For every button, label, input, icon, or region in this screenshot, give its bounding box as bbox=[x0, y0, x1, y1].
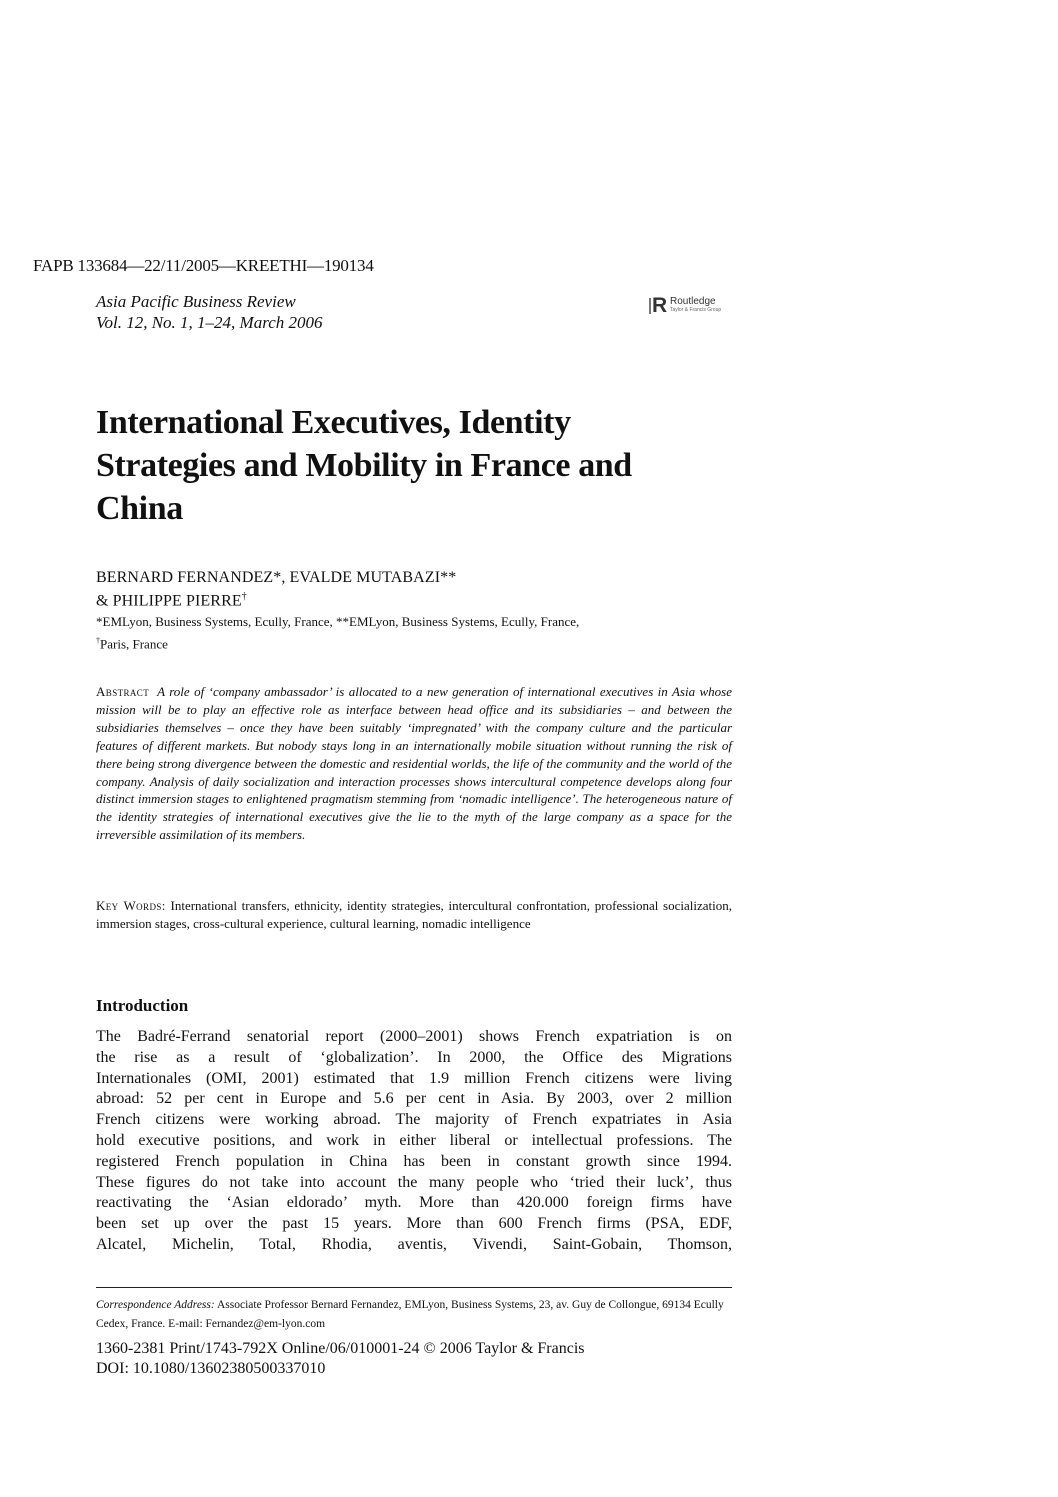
publisher-group: Taylor & Francis Group bbox=[670, 307, 722, 313]
routledge-r-logo-icon: R bbox=[652, 294, 668, 317]
affiliation-line-1: *EMLyon, Business Systems, Ecully, France, **EMLyon, Business Systems, Ecully, France, bbox=[96, 614, 580, 629]
journal-citation: Vol. 12, No. 1, 1–24, March 2006 bbox=[96, 313, 323, 332]
publisher-text bbox=[670, 297, 721, 315]
introduction-line: The Badré-Ferrand senatorial report (2000–2001) shows French expatriation is on bbox=[96, 1028, 732, 1045]
keywords-text: International transfers, ethnicity, identity strategies, intercultural confrontation, professional socialization, immersion stages, cross-cultural experience, cultural learning, nomadic intelligence bbox=[96, 898, 733, 931]
correspondence-address bbox=[96, 1296, 732, 1334]
doi-line: DOI: 10.1080/13602380500337010 bbox=[96, 1360, 326, 1377]
authors bbox=[96, 568, 456, 610]
dagger-mark: † bbox=[96, 636, 100, 645]
affiliations bbox=[96, 612, 716, 653]
footnote-divider bbox=[96, 1287, 732, 1288]
introduction-line: the rise as a result of ‘globalization’. In 2000, the Office des Migrations bbox=[96, 1048, 732, 1066]
article-title: International Executives, Identity Strategies and Mobility in France and China bbox=[96, 404, 632, 527]
authors-line-2 bbox=[96, 587, 456, 610]
introduction-line: registered French population in China has been in constant growth since 1994. bbox=[96, 1152, 732, 1170]
publication-info bbox=[96, 1339, 584, 1379]
publisher-name: Routledge bbox=[670, 296, 716, 307]
affiliation-paris: Paris, France bbox=[100, 636, 168, 652]
correspondence-label: Correspondence Address: bbox=[96, 1299, 215, 1311]
correspondence-text: Associate Professor Bernard Fernandez, EMLyon, Business Systems, 23, av. Guy de Collongue, 69134 Ecully Cedex, France. E-mail: Fernandez@em-lyon.com bbox=[96, 1299, 724, 1330]
introduction-line: These figures do not take into account the many people who ‘tried their luck’, thus bbox=[96, 1173, 732, 1191]
dagger-mark: † bbox=[241, 591, 247, 602]
introduction-line: hold executive positions, and work in either liberal or intellectual professions. The bbox=[96, 1131, 732, 1149]
introduction-line: abroad: 52 per cent in Europe and 5.6 per cent in Asia. By 2003, over 2 million bbox=[96, 1090, 732, 1108]
abstract bbox=[96, 683, 732, 844]
affiliation-line-2 bbox=[96, 631, 716, 653]
journal-name: Asia Pacific Business Review bbox=[96, 292, 296, 311]
introduction-line: been set up over the past 15 years. More than 600 French firms (PSA, EDF, bbox=[96, 1215, 732, 1233]
abstract-text: A role of ‘company ambassador’ is allocated to a new generation of international executives in Asia whose mission will be to play an effective role as interface between head office and its subsidiaries – and between the subsidiaries themselves – once they have been suitably ‘impregnated’ with the company culture and the particular features of different markets. But nobody stays long in an internationally mobile situation without running the risk of there being strong divergence between the domestic and residential worlds, the life of the community and the world of the company. Analysis of daily socialization and interaction processes shows intercultural competence develops along four distinct immersion stages to enlightened pragmatism stemming from ‘nomadic intelligence’. The heterogeneous nature of the identity strategies of international executives give the lie to the myth of the large company as a space for the irreversible assimilation of its members. bbox=[96, 684, 732, 843]
abstract-label: Abstract bbox=[96, 684, 150, 699]
keywords bbox=[96, 897, 732, 933]
authors-line-1: BERNARD FERNANDEZ*, EVALDE MUTABAZI** bbox=[96, 569, 457, 586]
introduction-line: Alcatel, Michelin, Total, Rhodia, aventis, Vivendi, Saint-Gobain, Thomson, bbox=[96, 1235, 732, 1253]
introduction-line: reactivating the ‘Asian eldorado’ myth. More than 420.000 foreign firms have bbox=[96, 1194, 732, 1212]
introduction-line: French citizens were working abroad. The majority of French expatriates in Asia bbox=[96, 1111, 732, 1129]
journal-info bbox=[96, 291, 323, 333]
manuscript-id: FAPB 133684—22/11/2005—KREETHI—190134 bbox=[33, 256, 374, 275]
author-name: & PHILIPPE PIERRE bbox=[96, 592, 242, 610]
issn-line: 1360-2381 Print/1743-792X Online/06/010001-24 © 2006 Taylor & Francis bbox=[96, 1340, 585, 1357]
introduction-body bbox=[96, 1027, 732, 1256]
publisher-logo bbox=[652, 296, 721, 316]
introduction-line: Internationales (OMI, 2001) estimated that 1.9 million French citizens were living bbox=[96, 1069, 732, 1087]
introduction-heading: Introduction bbox=[96, 996, 189, 1015]
keywords-label: Key Words: bbox=[96, 898, 166, 913]
